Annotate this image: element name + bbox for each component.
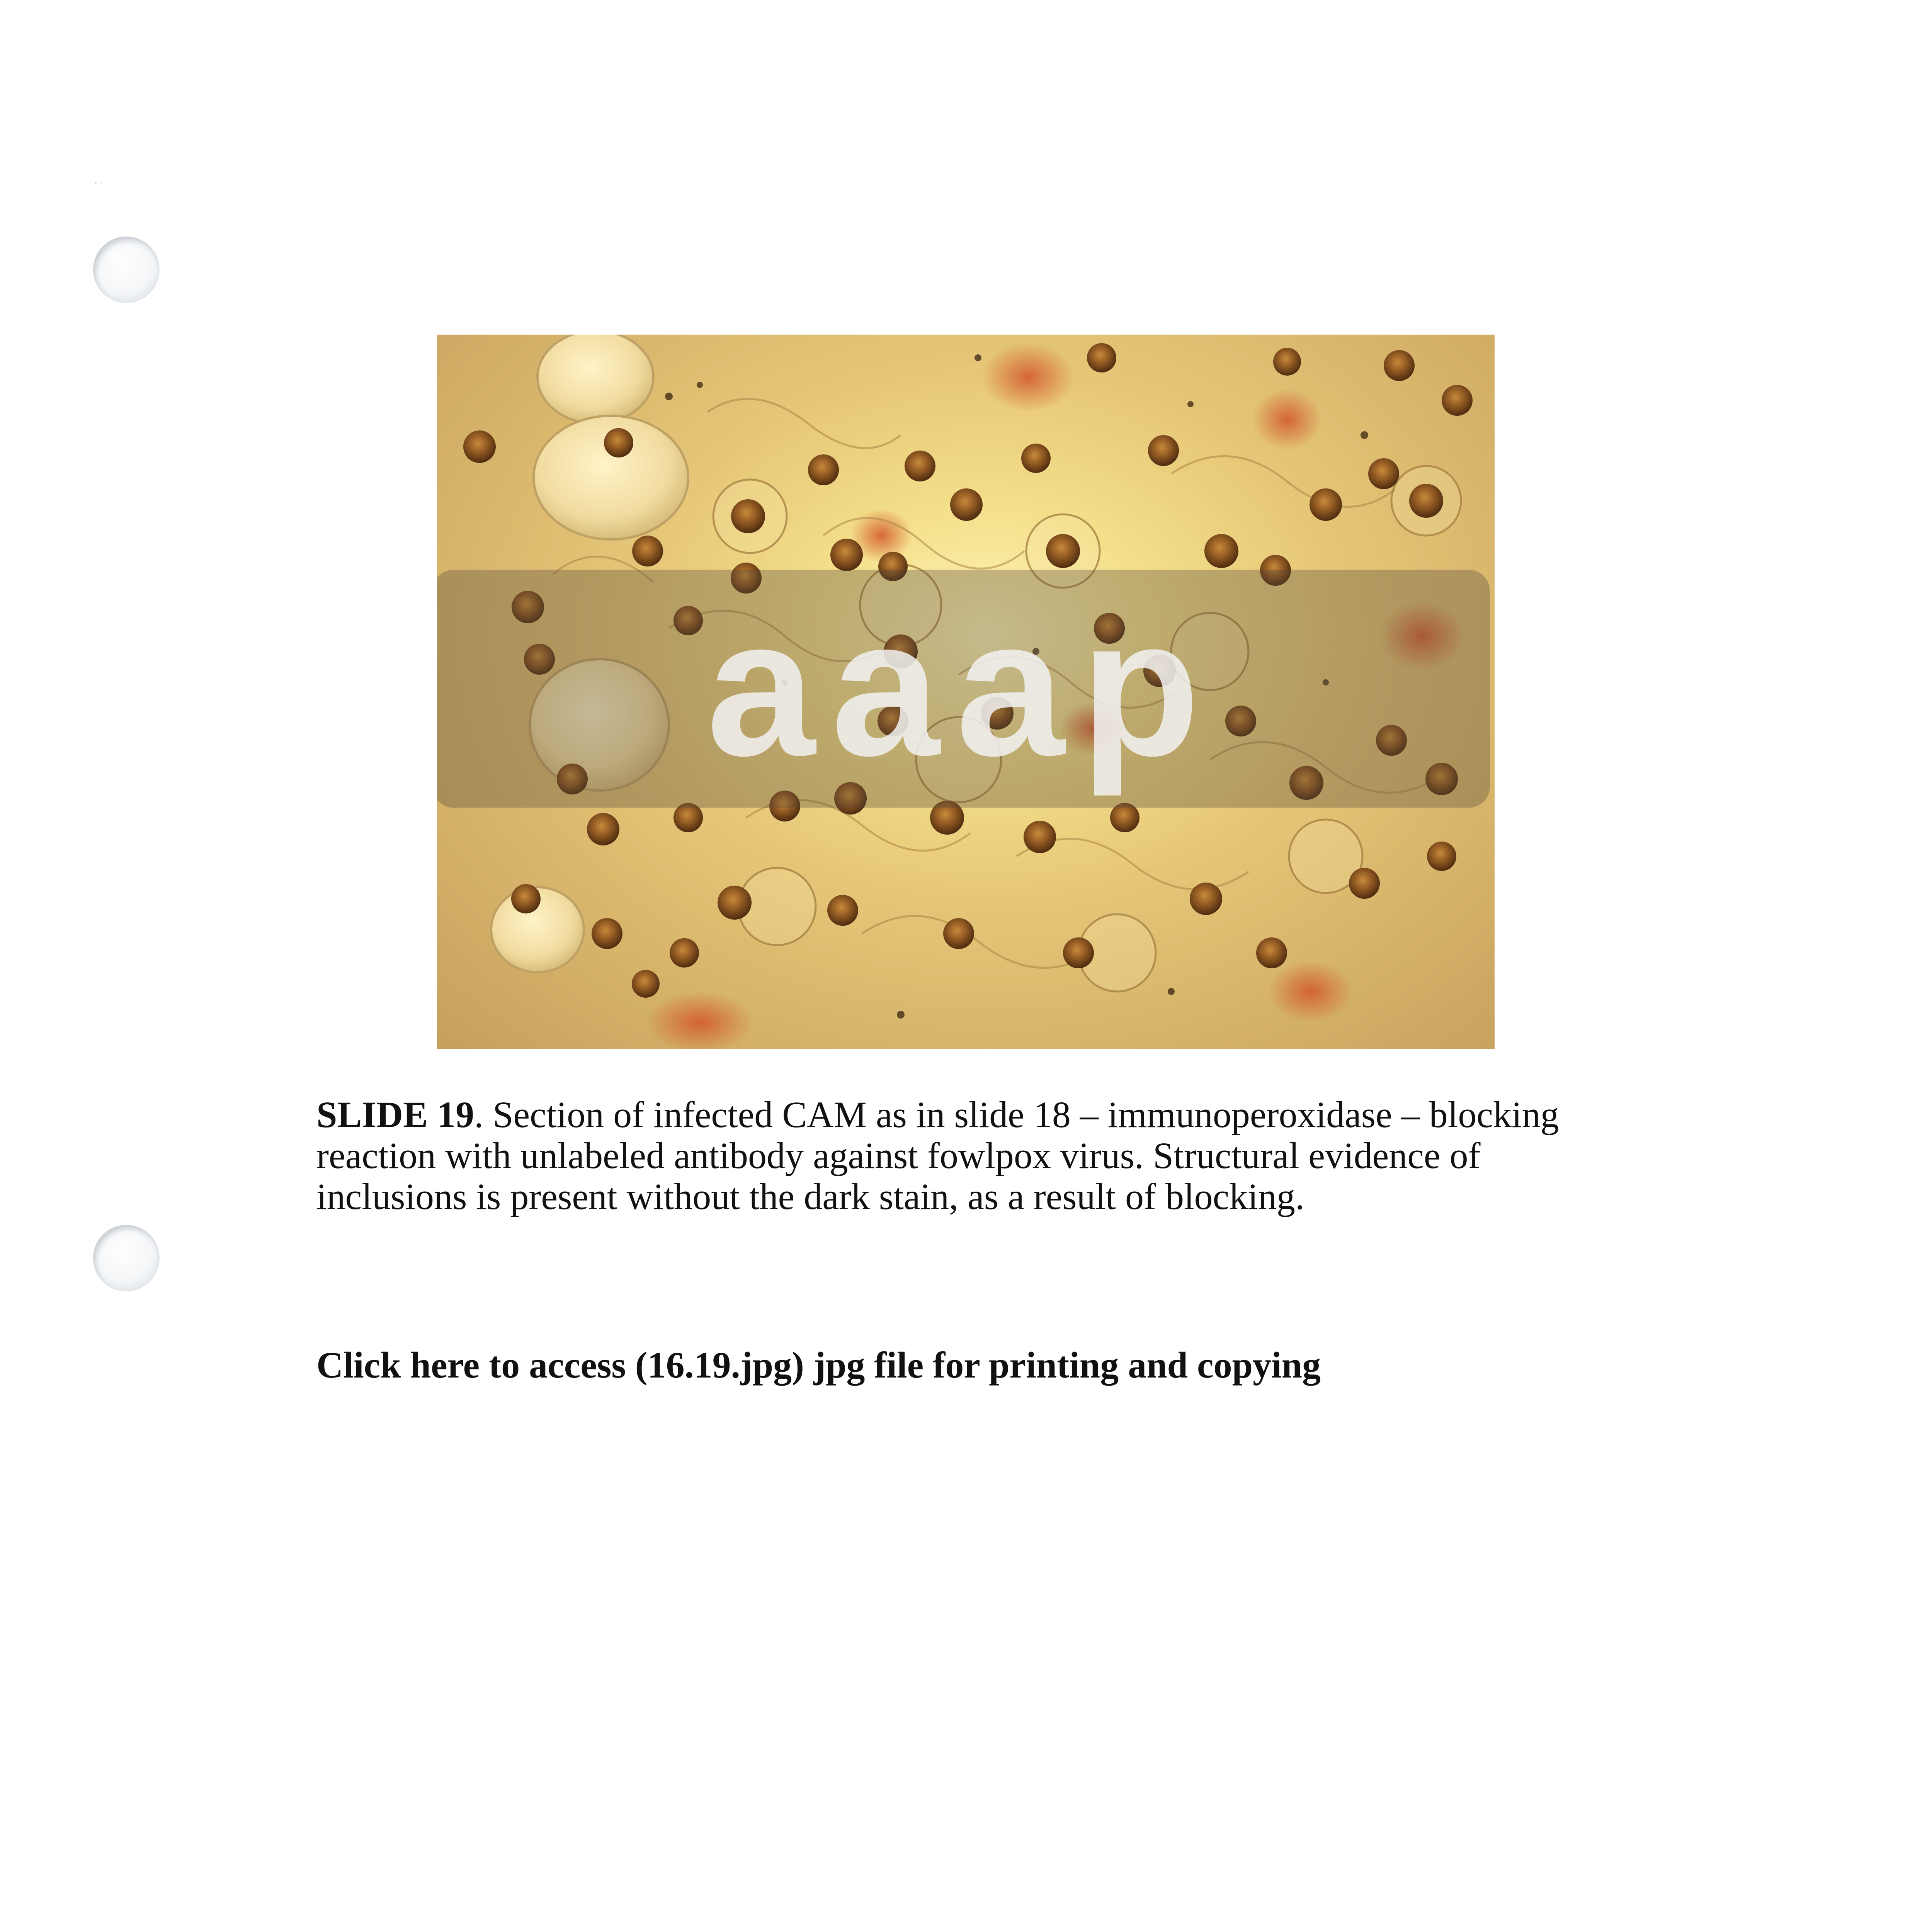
scan-speck [93, 178, 108, 189]
caption-text: . Section of infected CAM as in slide 18 – immunoperoxidase – blocking reaction with unlabeled antibody against fowlpox virus. Structural evidence of inclusions is present without the dark stain, as a result of blocking. [316, 1094, 1559, 1217]
punch-hole-middle [93, 1225, 160, 1291]
micrograph-image [437, 335, 1495, 1049]
slide-label: SLIDE 19 [316, 1094, 474, 1135]
jpg-access-link[interactable]: Click here to access (16.19.jpg) jpg file for printing and copying [316, 1344, 1321, 1386]
figure-caption [316, 1094, 1630, 1217]
punch-hole-top [93, 236, 160, 303]
watermark-logo [437, 335, 1490, 1046]
svg-text:aaap: aaap [706, 578, 1216, 797]
